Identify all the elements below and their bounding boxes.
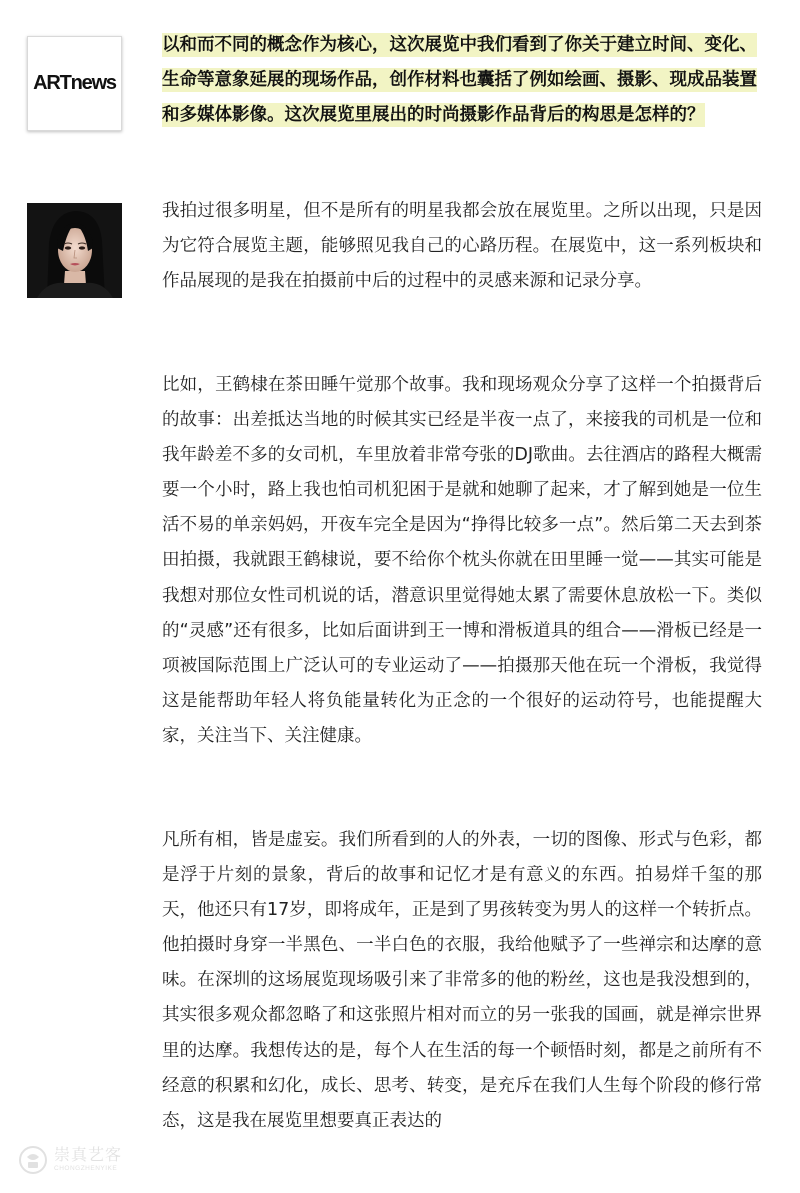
seal-icon bbox=[18, 1145, 48, 1175]
answer-paragraph-2: 比如，王鹤棣在茶田睡午觉那个故事。我和现场观众分享了这样一个拍摄背后的故事：出差抵达当地的时候其实已经是半夜一点了，来接我的司机是一位和我年龄差不多的女司机，车里放着非常夸张的DJ歌曲。去往酒店的路程大概需要一个小时，路上我也怕司机犯困于是就和她聊了起来，才了解到她是一位生活不易的单亲妈妈，开夜车完全是因为“挣得比较多一点”。然后第二天去到茶田拍摄，我就跟王鹤棣说，要不给你个枕头你就在田里睡一觉——其实可能是我想对那位女性司机说的话，潜意识里觉得她太累了需要休息放松一下。类似的“灵感”还有很多，比如后面讲到王一博和滑板道具的组合——滑板已经是一项被国际范围上广泛认可的专业运动了——拍摄那天他在玩一个滑板，我觉得这是能帮助年轻人将负能量转化为正念的一个很好的运动符号，也能提醒大家，关注当下、关注健康。 bbox=[162, 375, 762, 746]
portrait-photo-icon bbox=[27, 203, 122, 298]
interview-question bbox=[162, 28, 762, 133]
artnews-avatar bbox=[27, 36, 122, 131]
watermark-text-cn: 崇真艺客 bbox=[54, 1145, 123, 1165]
interviewee-avatar bbox=[27, 203, 122, 298]
question-highlight-text: 以和而不同的概念作为核心，这次展览中我们看到了你关于建立时间、变化、生命等意象延展的现场作品，创作材料也囊括了例如绘画、摄影、现成品装置和多媒体影像。这次展览里展出的时尚摄影作品背后的构思是怎样的？ bbox=[162, 35, 757, 125]
answer-paragraph-3: 凡所有相，皆是虚妄。我们所看到的人的外表，一切的图像、形式与色彩，都是浮于片刻的景象，背后的故事和记忆才是有意义的东西。拍易烊千玺的那天，他还只有17岁，即将成年，正是到了男孩转变为男人的这样一个转折点。他拍摄时身穿一半黑色、一半白色的衣服，我给他赋予了一些禅宗和达摩的意味。在深圳的这场展览现场吸引来了非常多的他的粉丝，这也是我没想到的，其实很多观众都忽略了和这张照片相对而立的另一张我的国画，就是禅宗世界里的达摩。我想传达的是，每个人在生活的每一个顿悟时刻，都是之前所有不经意的积累和幻化，成长、思考、转变，是充斥在我们人生每个阶段的修行常态，这是我在展览里想要真正表达的 bbox=[162, 830, 762, 1131]
watermark bbox=[18, 1145, 122, 1175]
artnews-logo-text: ARTnews bbox=[33, 72, 116, 94]
answer-paragraph-1: 我拍过很多明星，但不是所有的明星我都会放在展览里。之所以出现，只是因为它符合展览主题，能够照见我自己的心路历程。在展览中，这一系列板块和作品展现的是我在拍摄前中后的过程中的灵感来源和记录分享。 bbox=[162, 201, 762, 292]
watermark-text-en: CHONGZHENYIKE bbox=[54, 1165, 118, 1173]
